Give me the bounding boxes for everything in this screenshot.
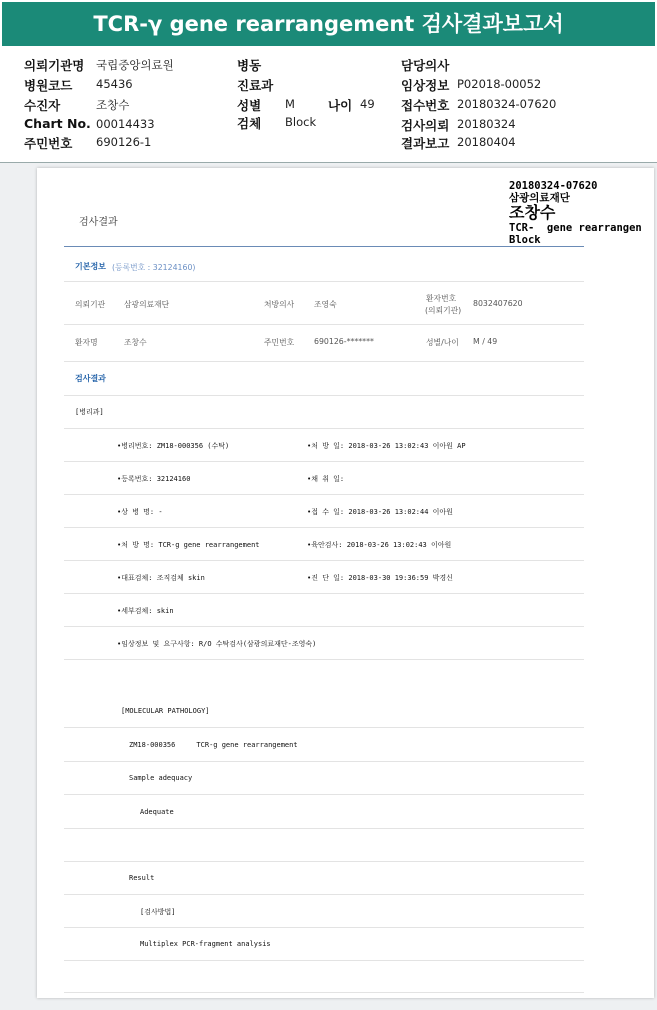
report-section-title: 검사결과	[79, 217, 118, 228]
mp-method-tag: [검사방법]	[140, 908, 176, 916]
title-rule	[64, 246, 584, 247]
pathology-row-left: •처 방 명: TCR-g gene rearrangement	[117, 541, 260, 549]
presc-label: 처방의사	[264, 300, 295, 309]
sex-value: M	[285, 97, 295, 111]
chart-label: Chart No.	[24, 116, 91, 131]
mp-method-value: Multiplex PCR-fragment analysis	[140, 940, 271, 948]
sexage-value: M / 49	[473, 337, 498, 346]
code-label: 병원코드	[24, 78, 73, 93]
specimen-label: 검체	[237, 116, 262, 131]
request-label: 검사의뢰	[401, 118, 450, 133]
pathology-row-right: •채 취 일:	[307, 475, 345, 483]
pathology-row-left: •세부검체: skin	[117, 607, 174, 615]
req-inst-value: 삼광의료재단	[124, 300, 170, 309]
rrn-label: 주민번호	[24, 136, 73, 151]
row-rule	[64, 659, 584, 660]
mp-result: Result	[129, 874, 155, 882]
basic-info-regno: (등록번호 : 32124160)	[112, 263, 196, 272]
chart-value: 00014433	[96, 117, 155, 131]
row-rule	[64, 395, 584, 396]
row-rule	[64, 281, 584, 282]
row-rule	[64, 361, 584, 362]
pathology-row-left: •병리번호: ZM18-000356 (수탁)	[117, 442, 230, 450]
report-value: 20180404	[457, 135, 516, 149]
pathology-row-left: •대표검체: 조직검체 skin	[117, 574, 205, 582]
receipt-value: 20180324-07620	[457, 97, 557, 111]
row-rule	[64, 927, 584, 928]
row-rule	[64, 794, 584, 795]
report-label: 결과보고	[401, 136, 450, 151]
org-value: 국립중앙의료원	[96, 58, 174, 72]
dept-label: 진료과	[237, 78, 274, 93]
pt-no-value: 8032407620	[473, 299, 523, 308]
row-rule	[64, 992, 584, 993]
mp-sample-adequacy: Sample adequacy	[129, 774, 193, 782]
row-rule	[64, 324, 584, 325]
sticker-institution: 삼광의료재단	[509, 192, 570, 204]
header-divider	[0, 162, 657, 163]
sex-label: 성별	[237, 98, 262, 113]
patient-value: 조창수	[96, 98, 130, 112]
pathology-row-left: •등록번호: 32124160	[117, 475, 191, 483]
pt-name-label: 환자명	[75, 338, 98, 347]
pathology-row-right: •진 단 일: 2018-03-30 19:36:59 박경신	[307, 574, 453, 582]
result-section-title: 검사결과	[75, 374, 106, 383]
row-rule	[64, 861, 584, 862]
scanned-report-page	[37, 168, 654, 998]
pathology-dept-tag: [병리과]	[75, 408, 104, 416]
molecular-pathology-tag: [MOLECULAR PATHOLOGY]	[121, 707, 210, 715]
row-rule	[64, 527, 584, 528]
request-value: 20180324	[457, 117, 516, 131]
rrn-value-r: 690126-*******	[314, 337, 374, 346]
rrn-value: 690126-1	[96, 135, 152, 149]
row-rule	[64, 960, 584, 961]
basic-info-title: 기본정보	[75, 262, 106, 271]
pathology-row-left: •임상정보 및 요구사항: R/O 수탁검사(삼광의료재단-조영숙)	[117, 640, 317, 648]
sticker-specimen: Block	[509, 234, 541, 246]
pt-no-label: 환자번호	[426, 294, 457, 303]
clinical-value: P02018-00052	[457, 77, 542, 91]
row-rule	[64, 461, 584, 462]
org-label: 의뢰기관명	[24, 58, 85, 73]
row-rule	[64, 761, 584, 762]
pt-name-value: 조창수	[124, 338, 147, 347]
sticker-patient-name: 조창수	[509, 203, 556, 222]
ward-label: 병동	[237, 58, 262, 73]
patient-info-header	[0, 50, 657, 162]
pathology-row-right: •육안검사: 2018-03-26 13:02:43 이아원	[307, 541, 452, 549]
age-value: 49	[360, 97, 375, 111]
row-rule	[64, 828, 584, 829]
pathology-row-right: •처 방 일: 2018-03-26 13:02:43 이아원 AP	[307, 442, 466, 450]
receipt-label: 접수번호	[401, 98, 450, 113]
pt-no-sub: (의뢰기관)	[425, 306, 462, 315]
req-inst-label: 의뢰기관	[75, 300, 106, 309]
report-banner-title: TCR-γ gene rearrangement 검사결과보고서	[2, 2, 655, 46]
patient-label: 수진자	[24, 98, 61, 113]
sticker-test-name: TCR- gene rearrangen	[509, 222, 642, 234]
code-value: 45436	[96, 77, 133, 91]
row-rule	[64, 727, 584, 728]
sticker-receipt-number: 20180324-07620	[509, 180, 598, 192]
row-rule	[64, 494, 584, 495]
mp-case-line: ZM18-000356 TCR-g gene rearrangement	[129, 741, 298, 749]
sexage-label: 성별/나이	[426, 338, 459, 347]
rrn-label-r: 주민번호	[264, 338, 295, 347]
pathology-row-right: •접 수 일: 2018-03-26 13:02:44 이아원	[307, 508, 453, 516]
row-rule	[64, 593, 584, 594]
doctor-label: 담당의사	[401, 58, 450, 73]
mp-adequate: Adequate	[140, 808, 174, 816]
row-rule	[64, 560, 584, 561]
specimen-label-sticker	[509, 180, 642, 246]
row-rule	[64, 626, 584, 627]
row-rule	[64, 428, 584, 429]
pathology-row-left: •상 병 명: -	[117, 508, 163, 516]
presc-value: 조영숙	[314, 300, 337, 309]
age-label: 나이	[328, 98, 353, 113]
specimen-value: Block	[285, 115, 317, 129]
clinical-label: 임상정보	[401, 78, 450, 93]
row-rule	[64, 894, 584, 895]
